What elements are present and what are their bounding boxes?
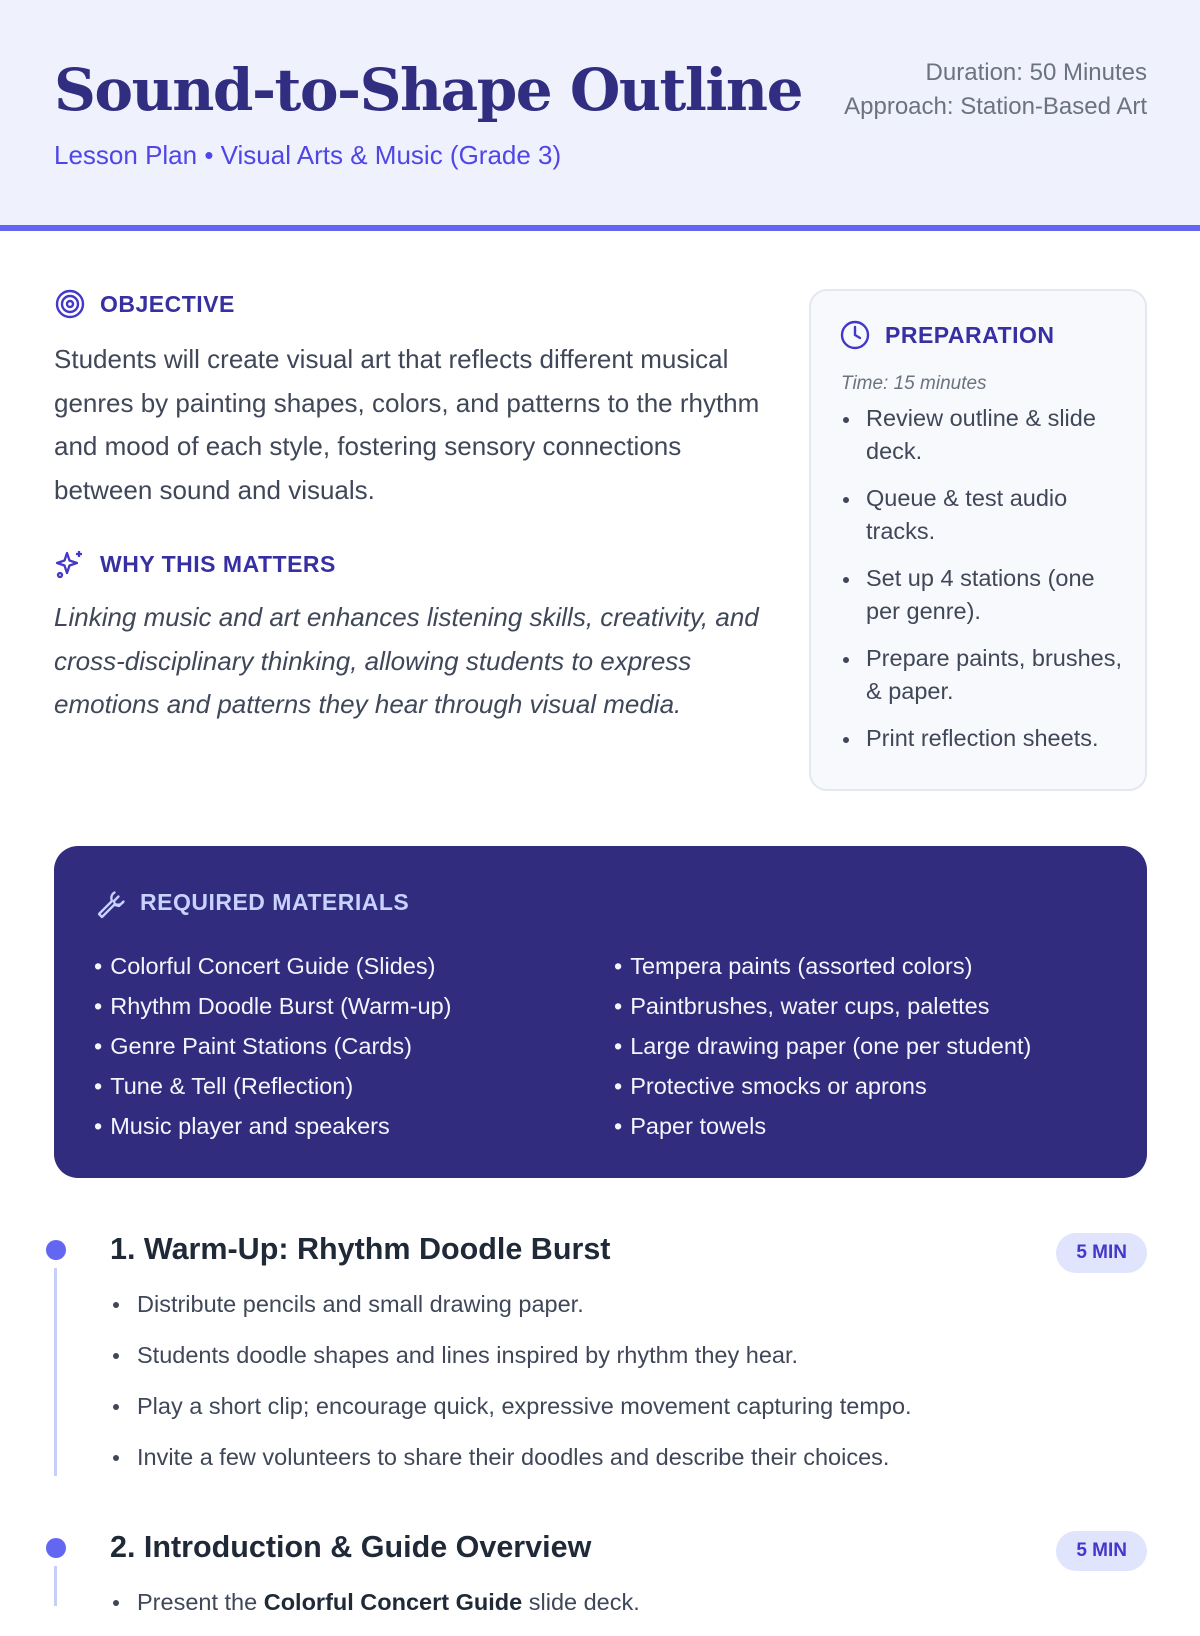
step-list <box>110 1287 912 1491</box>
list-item: • Tempera paints (assorted colors) <box>614 946 1031 986</box>
list-item: Prepare paints, brushes, & paper. <box>841 642 1131 708</box>
list-item: • Genre Paint Stations (Cards) <box>94 1026 452 1066</box>
item-text: slide deck. <box>522 1589 640 1615</box>
step-title: 2. Introduction & Guide Overview <box>110 1530 592 1564</box>
lesson-meta <box>844 56 1147 124</box>
preparation-label: PREPARATION <box>885 321 1055 348</box>
guide-name: Colorful Concert Guide <box>263 1589 523 1615</box>
duration-text: Duration: 50 Minutes <box>925 59 1147 86</box>
why-text: Linking music and art enhances listening skills, creativity, and cross-disciplinary thinking, allowing students to express emotions and patterns they hear through visual media. <box>54 602 759 719</box>
list-item: Invite a few volunteers to share their doodles and describe their choices. <box>110 1440 912 1491</box>
timeline-line <box>54 1268 57 1476</box>
materials-list-right <box>614 946 1031 1146</box>
list-item: Distribute pencils and small drawing paper. <box>110 1287 912 1338</box>
list-item: • Protective smocks or aprons <box>614 1066 1031 1106</box>
list-item: • Paintbrushes, water cups, palettes <box>614 986 1031 1026</box>
preparation-card <box>809 289 1147 791</box>
list-item: Students doodle shapes and lines inspired by rhythm they hear. <box>110 1338 912 1389</box>
duration-badge: 5 MIN <box>1056 1233 1147 1273</box>
objective-label: OBJECTIVE <box>100 290 235 317</box>
list-item: Set up 4 stations (one per genre). <box>841 562 1131 628</box>
materials-heading <box>94 886 409 918</box>
list-item: • Paper towels <box>614 1106 1031 1146</box>
list-item <box>110 1585 640 1636</box>
objective-heading <box>54 288 235 320</box>
list-item: Review outline & slide deck. <box>841 402 1131 468</box>
clock-icon <box>839 319 871 351</box>
list-item: Play a short clip; encourage quick, expressive movement capturing tempo. <box>110 1389 912 1440</box>
why-label: WHY THIS MATTERS <box>100 550 336 577</box>
approach-text: Approach: Station-Based Art <box>844 93 1147 120</box>
page-title: Sound-to-Shape Outline <box>54 56 802 124</box>
list-item: • Rhythm Doodle Burst (Warm-up) <box>94 986 452 1026</box>
timeline-line <box>54 1566 57 1606</box>
preparation-list <box>841 402 1131 769</box>
step-title: 1. Warm-Up: Rhythm Doodle Burst <box>110 1232 611 1266</box>
page-subtitle: Lesson Plan • Visual Arts & Music (Grade 3) <box>54 140 562 170</box>
wrench-icon <box>94 886 126 918</box>
list-item: • Music player and speakers <box>94 1106 452 1146</box>
timeline-dot <box>46 1240 66 1260</box>
timeline-dot <box>46 1538 66 1558</box>
preparation-heading <box>839 319 1055 351</box>
materials-list-left <box>94 946 452 1146</box>
sparkles-icon <box>54 548 86 580</box>
list-item: • Large drawing paper (one per student) <box>614 1026 1031 1066</box>
preparation-time: Time: 15 minutes <box>841 373 987 394</box>
list-item: • Colorful Concert Guide (Slides) <box>94 946 452 986</box>
materials-label: REQUIRED MATERIALS <box>140 888 410 915</box>
step-list <box>110 1585 640 1636</box>
list-item: • Tune & Tell (Reflection) <box>94 1066 452 1106</box>
why-heading <box>54 548 336 580</box>
list-item: Queue & test audio tracks. <box>841 482 1131 548</box>
target-icon <box>54 288 86 320</box>
materials-panel <box>54 846 1147 1178</box>
objective-text: Students will create visual art that reflects different musical genres by painting shapes, colors, and patterns to the rhythm and mood of each style, fostering sensory connections between sound and visuals. <box>54 344 760 505</box>
lesson-header <box>0 0 1200 231</box>
list-item: Print reflection sheets. <box>841 722 1131 755</box>
duration-badge: 5 MIN <box>1056 1531 1147 1571</box>
item-text: Present the <box>137 1589 264 1615</box>
